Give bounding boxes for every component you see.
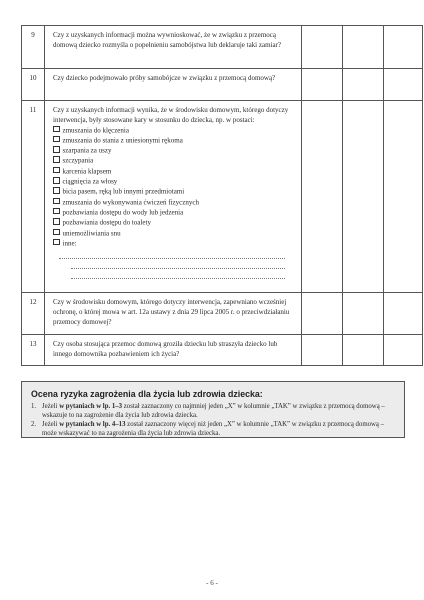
rule-text-emphasis: w pytaniach w lp. 4–13: [59, 421, 126, 428]
option-item[interactable]: [53, 198, 295, 208]
option-item[interactable]: [53, 229, 295, 239]
answer-cell-other[interactable]: [384, 69, 423, 101]
answer-cell-other[interactable]: [384, 101, 423, 293]
rule-text-end: został zaznaczony więcej niż jeden „X” w kolumnie „TAK” w związku z przemocą domową – może wskazywać to na zagrożenia dla życia lub zdrowia dziecka.: [42, 421, 385, 437]
option-label: pozbawiania dostępu do wody lub jedzenia: [62, 208, 184, 217]
checkbox-icon[interactable]: [53, 126, 60, 133]
answer-cell-no[interactable]: [343, 293, 384, 335]
assessment-rule: [31, 420, 393, 438]
row-number: 10: [22, 69, 45, 101]
option-label: bicia pasem, ręką lub innymi przedmiotami: [62, 187, 185, 196]
option-label: zmuszania do wykonywania ćwiczeń fizycznych: [62, 198, 199, 207]
answer-cell-yes[interactable]: [302, 101, 343, 293]
checkbox-icon[interactable]: [53, 156, 60, 163]
rule-text-end: został zaznaczony co najmniej jeden „X” w kolumnie „TAK” w związku z przemocą domową – wskazuje to na zagrożenie dla życia lub zdrowia dziecka.: [42, 403, 385, 419]
rule-number: 2.: [31, 421, 37, 428]
checkbox-icon[interactable]: [53, 177, 60, 184]
question-with-options: [45, 101, 302, 293]
checkbox-icon[interactable]: [53, 229, 60, 236]
checkbox-icon[interactable]: [53, 136, 60, 143]
checkbox-icon[interactable]: [53, 218, 60, 225]
table-row: [22, 293, 423, 335]
row-number: 11: [22, 101, 45, 293]
table-row: [22, 101, 423, 293]
option-label: ciągnięcia za włosy: [62, 177, 118, 186]
option-label: uniemożliwiania snu: [62, 229, 121, 238]
rule-text-emphasis: w pytaniach w lp. 1–3: [59, 403, 123, 410]
table-row: [22, 335, 423, 366]
rule-text-start: Jeżeli: [42, 403, 58, 410]
option-item[interactable]: [53, 239, 295, 249]
assessment-title: Ocena ryzyka zagrożenia dla życia lub zdrowia dziecka:: [31, 389, 263, 399]
option-item[interactable]: [53, 218, 295, 228]
answer-cell-yes[interactable]: [302, 26, 343, 69]
table-row: [22, 26, 423, 69]
option-label: szarpania za uszy: [62, 146, 112, 155]
answer-cell-no[interactable]: [343, 26, 384, 69]
option-item[interactable]: [53, 146, 295, 156]
option-item[interactable]: [53, 208, 295, 218]
option-label: karcenia klapsem: [62, 167, 112, 176]
answer-cell-other[interactable]: [384, 335, 423, 366]
checkbox-icon[interactable]: [53, 167, 60, 174]
rule-number: 1.: [31, 403, 37, 410]
answer-cell-yes[interactable]: [302, 293, 343, 335]
answer-cell-no[interactable]: [343, 69, 384, 101]
checkbox-icon[interactable]: [53, 198, 60, 205]
option-label: zmuszania do stania z uniesionymi rękoma: [62, 136, 183, 145]
option-item[interactable]: [53, 156, 295, 166]
fill-in-line[interactable]: [71, 269, 285, 279]
answer-cell-yes[interactable]: [302, 69, 343, 101]
option-item[interactable]: [53, 167, 295, 177]
page-number: - 6 -: [206, 579, 218, 587]
question-text: Czy osoba stosująca przemoc domową groziła dziecku lub straszyła dziecko lub innego domownika pozbawieniem ich życia?: [45, 335, 302, 366]
option-item[interactable]: [53, 187, 295, 197]
answer-cell-no[interactable]: [343, 101, 384, 293]
checkbox-icon[interactable]: [53, 187, 60, 194]
checkbox-icon[interactable]: [53, 208, 60, 215]
answer-cell-yes[interactable]: [302, 335, 343, 366]
question-text: Czy z uzyskanych informacji można wywnioskować, że w związku z przemocą domową dziecko rozmyśla o popełnieniu samobójstwa lub deklaruje taki zamiar?: [45, 26, 302, 69]
answer-cell-other[interactable]: [384, 293, 423, 335]
option-label: szczypania: [62, 156, 94, 165]
option-item[interactable]: [53, 177, 295, 187]
answer-cell-no[interactable]: [343, 335, 384, 366]
table-row: [22, 69, 423, 101]
option-item[interactable]: [53, 136, 295, 146]
row-number: 13: [22, 335, 45, 366]
rule-text-start: Jeżeli: [42, 421, 58, 428]
questionnaire-table: [21, 25, 423, 366]
row-number: 12: [22, 293, 45, 335]
checkbox-icon[interactable]: [53, 239, 60, 246]
risk-assessment-box: [21, 381, 405, 438]
question-text: Czy dziecko podejmowało próby samobójcze w związku z przemocą domową?: [45, 69, 302, 101]
fill-in-line[interactable]: [59, 249, 285, 259]
fill-in-line[interactable]: [71, 259, 285, 269]
checkbox-icon[interactable]: [53, 146, 60, 153]
assessment-rule: [31, 402, 393, 420]
option-label: inne:: [62, 239, 77, 248]
option-label: zmuszania do klęczenia: [62, 126, 129, 135]
row-number: 9: [22, 26, 45, 69]
question-text: Czy w środowisku domowym, którego dotyczy interwencja, zapewniano wcześniej ochronę, o której mowa w art. 12a ustawy z dnia 29 lipca 2005 r. o przeciwdziałaniu przemocy domowej?: [45, 293, 302, 335]
option-item[interactable]: [53, 126, 295, 136]
answer-cell-other[interactable]: [384, 26, 423, 69]
option-label: pozbawiania dostępu do toalety: [62, 218, 151, 227]
question-text: Czy z uzyskanych informacji wynika, że w środowisku domowym, którego dotyczy interwencja, były stosowane kary w stosunku do dziecka, np. w postaci:: [53, 106, 289, 124]
